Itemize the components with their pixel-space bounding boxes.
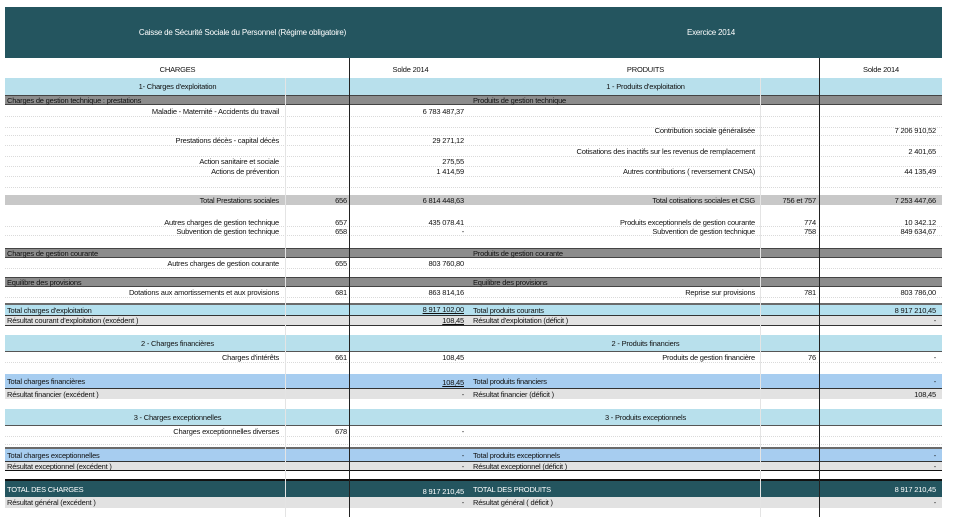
- table-row: [5, 287, 942, 298]
- result-value: 108,45: [914, 389, 936, 399]
- fiscal-year-title: Exercice 2014: [686, 28, 736, 37]
- account-code: 681: [335, 287, 347, 297]
- result-value: 108,45: [442, 316, 464, 325]
- line-label: Reprise sur provisions: [685, 287, 755, 297]
- result-value: -: [933, 461, 936, 471]
- result-value: -: [933, 498, 936, 507]
- result-value: -: [933, 316, 936, 325]
- account-code: 658: [335, 226, 347, 236]
- result-label: Résultat exceptionnel (déficit ): [473, 461, 568, 471]
- section-title-produits: 2 - Produits financiers: [611, 338, 680, 348]
- line-value: 108,45: [442, 352, 464, 362]
- col-header-produits: PRODUITS: [626, 64, 665, 74]
- line-label: Cotisations des inactifs sur les revenus de remplacement: [576, 146, 755, 156]
- total-label: Total charges financières: [7, 376, 85, 386]
- total-row-exploitation: [5, 303, 942, 315]
- gridline: [285, 78, 286, 517]
- subtotal-label: Total Prestations sociales: [199, 195, 279, 205]
- grand-total-label: TOTAL DES CHARGES: [7, 484, 84, 494]
- line-value: 803 786,00: [900, 287, 936, 297]
- account-code: 758: [804, 226, 816, 236]
- table-row: [5, 426, 942, 437]
- line-value: 7 206 910,52: [894, 125, 936, 135]
- section-row-exceptionnel: [5, 409, 942, 426]
- result-label: Résultat exceptionnel (excédent ): [7, 461, 112, 471]
- line-label: Autres charges de gestion courante: [167, 258, 279, 268]
- section-title-charges: 2 - Charges financières: [141, 338, 214, 348]
- total-label: Total charges exceptionnelles: [7, 450, 100, 460]
- column-divider-right: [819, 58, 820, 517]
- line-value: -: [461, 426, 464, 436]
- group-label: Charges de gestion technique : prestations: [7, 95, 142, 105]
- line-value: 435 078.41: [428, 217, 464, 227]
- account-code: 76: [808, 352, 816, 362]
- result-row-exceptionnel: [5, 461, 942, 471]
- section-title-charges: 1- Charges d'exploitation: [138, 82, 217, 91]
- line-label: Subvention de gestion technique: [652, 226, 755, 236]
- line-value: -: [933, 352, 936, 362]
- line-label: Maladie - Maternité - Accidents du travail: [151, 106, 279, 116]
- col-header-solde-left: Solde 2014: [392, 64, 429, 74]
- table-row: [5, 258, 942, 269]
- line-label: Action sanitaire et sociale: [199, 157, 279, 166]
- table-row: [5, 437, 942, 445]
- total-value: 108,45: [442, 378, 464, 387]
- line-label: Autres charges de gestion technique: [164, 217, 279, 227]
- line-value: 849 634,67: [900, 226, 936, 236]
- account-code: 656: [335, 195, 347, 205]
- result-label: Résultat d'exploitation (déficit ): [473, 316, 569, 325]
- line-value: 275,55: [442, 157, 464, 166]
- line-label: Produits exceptionnels de gestion courante: [619, 217, 755, 227]
- account-code: 661: [335, 352, 347, 362]
- result-row-exploitation: [5, 315, 942, 326]
- title-band: [5, 7, 942, 58]
- general-result-row: [5, 497, 942, 508]
- subtotal-label: Total cotisations sociales et CSG: [652, 195, 755, 205]
- grand-total-value: 8 917 210,45: [894, 484, 936, 494]
- table-row: [5, 135, 942, 146]
- line-value: 2 401,65: [908, 146, 936, 156]
- group-row: [5, 95, 942, 105]
- column-divider-left: [349, 58, 350, 517]
- gridline: [760, 78, 761, 517]
- line-value: 29 271,12: [432, 135, 464, 145]
- total-value: 8 917 102,00: [422, 305, 464, 314]
- income-statement-sheet: [5, 7, 942, 517]
- total-row-financier: [5, 374, 942, 388]
- group-label: Charges de gestion courante: [7, 248, 98, 258]
- total-value: -: [933, 450, 936, 460]
- group-label: Produits de gestion technique: [473, 95, 567, 105]
- subtotal-value: 7 253 447,66: [894, 195, 936, 205]
- line-label: Subvention de gestion technique: [176, 226, 279, 236]
- result-label: Résultat courant d'exploitation (excédent ): [7, 316, 139, 325]
- grand-total-label: TOTAL DES PRODUITS: [473, 484, 551, 494]
- result-value: -: [461, 498, 464, 507]
- account-code: 781: [804, 287, 816, 297]
- grand-total-value: 8 917 210,45: [422, 487, 464, 496]
- result-row-financier: [5, 388, 942, 399]
- table-row: [5, 218, 942, 227]
- group-row: [5, 277, 942, 287]
- total-value: 8 917 210,45: [894, 305, 936, 315]
- line-label: Prestations décès - capital décès: [175, 135, 279, 145]
- result-label: Résultat général ( déficit ): [473, 498, 553, 507]
- grand-total-row: [5, 479, 942, 497]
- account-code: 678: [335, 426, 347, 436]
- line-value: 863 814,16: [428, 287, 464, 297]
- section-title-charges: 3 - Charges exceptionnelles: [133, 412, 222, 422]
- line-value: 803 760,80: [428, 258, 464, 268]
- group-label: Produits de gestion courante: [473, 248, 563, 258]
- total-label: Total charges d'exploitation: [7, 305, 92, 315]
- result-value: -: [461, 461, 464, 471]
- account-code: 756 et 757: [782, 195, 816, 205]
- group-label: Equilibre des provisions: [473, 277, 548, 287]
- line-label: Dotations aux amortissements et aux provisions: [128, 287, 279, 297]
- total-label: Total produits financiers: [473, 376, 547, 386]
- table-row: [5, 106, 942, 117]
- subtotal-row: [5, 195, 942, 205]
- section-row-exploitation: [5, 78, 942, 95]
- table-row: [5, 177, 942, 188]
- line-label: Autres contributions ( reversement CNSA): [622, 166, 755, 176]
- section-title-produits: 3 - Produits exceptionnels: [604, 412, 687, 422]
- total-value: -: [461, 451, 464, 460]
- group-label: Equilibre des provisions: [7, 277, 82, 287]
- total-label: Total produits exceptionnels: [473, 450, 560, 460]
- account-code: 774: [804, 217, 816, 227]
- line-value: 10 342.12: [904, 217, 936, 227]
- result-value: -: [461, 389, 464, 399]
- line-label: Contribution sociale généralisée: [654, 125, 755, 135]
- col-header-charges: CHARGES: [159, 64, 196, 74]
- table-row: [5, 146, 942, 157]
- col-header-solde-right: Solde 2014: [863, 64, 899, 74]
- line-label: Charges d'intérêts: [221, 352, 279, 362]
- result-label: Résultat général (excédent ): [7, 498, 96, 507]
- group-row: [5, 248, 942, 258]
- section-row-financier: [5, 335, 942, 352]
- account-code: 655: [335, 258, 347, 268]
- section-title-produits: 1 - Produits d'exploitation: [606, 82, 685, 91]
- line-label: Actions de prévention: [211, 166, 279, 176]
- line-label: Charges exceptionnelles diverses: [173, 426, 279, 436]
- line-value: 6 783 487,37: [422, 106, 464, 116]
- total-value: -: [933, 376, 936, 386]
- result-label: Résultat financier (excédent ): [7, 389, 99, 399]
- total-row-exceptionnel: [5, 447, 942, 461]
- account-code: 657: [335, 217, 347, 227]
- line-value: 44 135,49: [904, 166, 936, 176]
- organization-title: Caisse de Sécurité Sociale du Personnel (Régime obligatoire): [138, 28, 347, 37]
- result-label: Résultat financier (déficit ): [473, 389, 554, 399]
- table-row: [5, 352, 942, 363]
- subtotal-value: 6 814 448,63: [422, 195, 464, 205]
- total-label: Total produits courants: [473, 305, 544, 315]
- line-value: -: [461, 226, 464, 236]
- table-row: [5, 227, 942, 236]
- table-row: [5, 166, 942, 177]
- line-label: Produits de gestion financière: [662, 352, 755, 362]
- line-value: 1 414,59: [436, 166, 464, 176]
